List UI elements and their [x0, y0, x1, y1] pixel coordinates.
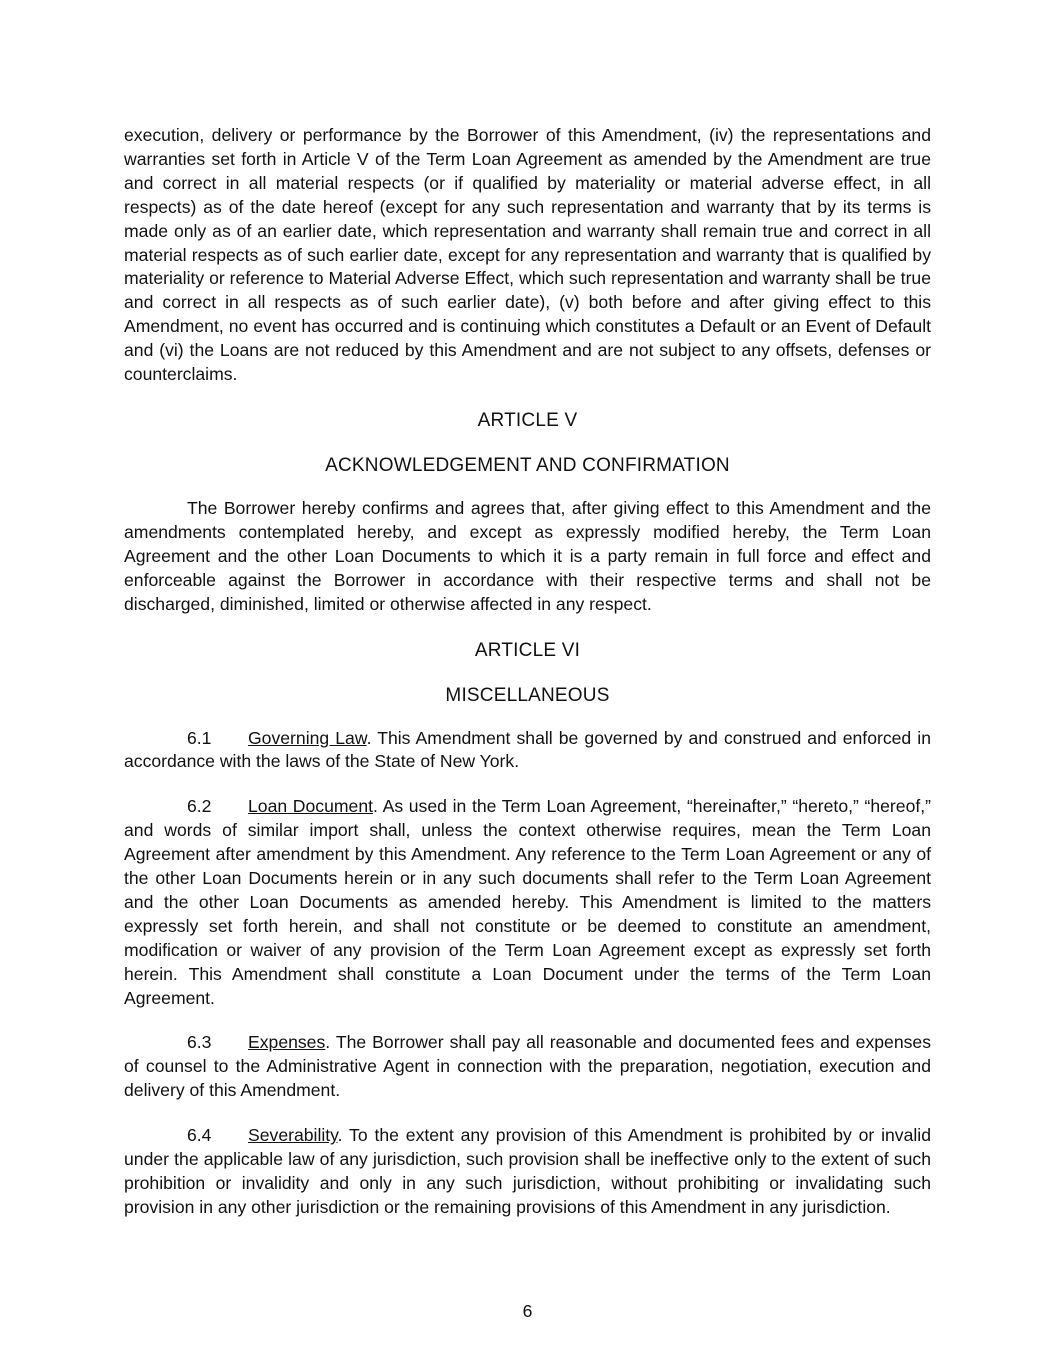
section-6-4-title: Severability: [248, 1125, 338, 1146]
article-5-title: ACKNOWLEDGEMENT AND CONFIRMATION: [325, 454, 730, 476]
section-6-3-title: Expenses: [248, 1032, 326, 1053]
section-6-1-title: Governing Law: [248, 727, 367, 748]
page-number: 6: [522, 1301, 533, 1321]
section-6-2-text: . As used in the Term Loan Agreement, “hereinafter,” “hereto,” “hereof,” and words of similar import shall, unless the context otherwise requires, mean the Term Loan Agreement after amendment by this Amendment. Any reference to the Term Loan Agreement or any of the other Loan Documents herein or in any such documents shall refer to the Term Loan Agreement and the other Loan Documents as amended hereby. This Amendment is limited to the matters expressly set forth herein, and shall not constitute or be deemed to constitute an amendment, modification or waiver of any provision of the Term Loan Agreement except as expressly set forth herein. This Amendment shall constitute a Loan Document under the terms of the Term Loan Agreement.: [124, 796, 931, 1008]
section-6-2-title: Loan Document: [248, 796, 373, 817]
section-6-4: [124, 1124, 931, 1220]
article-5-number: ARTICLE V: [477, 409, 578, 431]
intro-paragraph: execution, delivery or performance by the Borrower of this Amendment, (iv) the representations and warranties set forth in Article V of the Term Loan Agreement as amended by the Amendment are true and correct in all material respects (or if qualified by materiality or material adverse effect, in all respects) as of the date hereof (except for any such representation and warranty that by its terms is made only as of an earlier date, which representation and warranty shall remain true and correct in all material respects as of such earlier date, except for any representation and warranty that is qualified by materiality or reference to Material Adverse Effect, which such representation and warranty shall be true and correct in all respects as of such earlier date), (v) both before and after giving effect to this Amendment, no event has occurred and is continuing which constitutes a Default or an Event of Default and (vi) the Loans are not reduced by this Amendment and are not subject to any offsets, defenses or counterclaims.: [124, 125, 931, 385]
section-6-3: [124, 1031, 931, 1103]
document-page: [124, 124, 931, 1220]
section-6-1-number: 6.1: [187, 727, 212, 748]
section-6-4-text: . To the extent any provision of this Amendment is prohibited by or invalid under the applicable law of any jurisdiction, such provision shall be ineffective only to the extent of such prohibition or invalidity and only in any such jurisdiction, without prohibiting or invalidating such provision in any other jurisdiction or the remaining provisions of this Amendment in any jurisdiction.: [124, 1125, 931, 1217]
section-6-3-number: 6.3: [187, 1032, 212, 1053]
article-5-body: The Borrower hereby confirms and agrees that, after giving effect to this Amendment and the amendments contemplated hereby, and except as expressly modified hereby, the Term Loan Agreement and the other Loan Documents to which it is a party remain in full force and effect and enforceable against the Borrower in accordance with their respective terms and shall not be discharged, diminished, limited or otherwise affected in any respect.: [124, 497, 931, 614]
section-6-1: [124, 727, 931, 775]
section-6-4-number: 6.4: [187, 1125, 212, 1146]
section-6-3-text: . The Borrower shall pay all reasonable and documented fees and expenses of counsel to the Administrative Agent in connection with the preparation, negotiation, execution and delivery of this Amendment.: [124, 1032, 931, 1101]
section-6-2-number: 6.2: [187, 796, 212, 817]
article-6-number: ARTICLE VI: [474, 639, 581, 661]
section-6-1-text: . This Amendment shall be governed by and construed and enforced in accordance with the laws of the State of New York.: [124, 727, 931, 772]
article-6-title: MISCELLANEOUS: [445, 684, 610, 706]
section-6-2: [124, 795, 931, 1010]
